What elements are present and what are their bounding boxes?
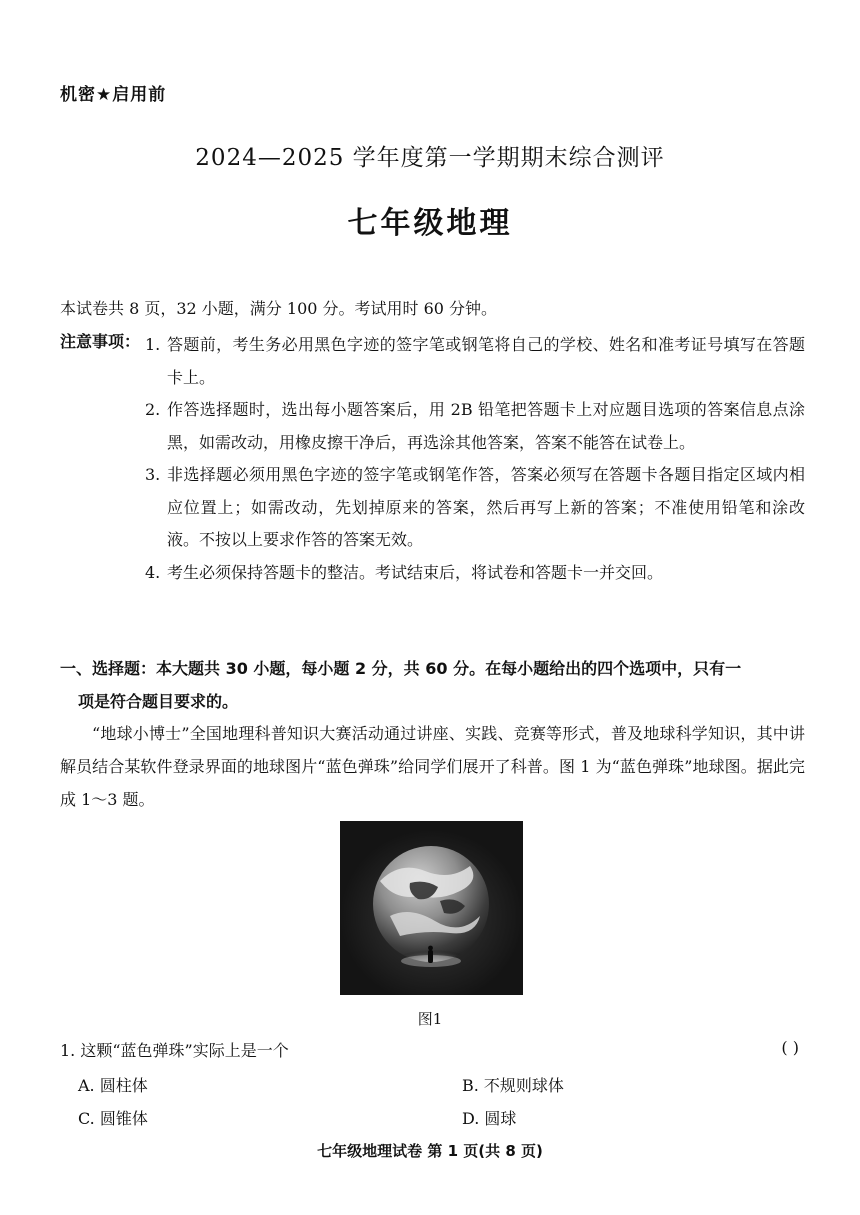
confidential-label: 机密★启用前 xyxy=(60,85,167,105)
note-item xyxy=(145,557,805,590)
option-c: C. 圆锥体 xyxy=(78,1109,148,1128)
answer-blank: ( ) xyxy=(781,1038,799,1057)
note-text: 答题前，考生务必用黑色字迹的签字笔或钢笔将自己的学校、姓名和准考证号填写在答题卡上。 xyxy=(167,335,805,387)
option-d: D. 圆球 xyxy=(462,1109,517,1128)
figure-caption: 图1 xyxy=(417,1010,443,1028)
option-a: A. 圆柱体 xyxy=(78,1076,148,1095)
earth-blue-marble-icon xyxy=(340,821,523,995)
note-number: 1. xyxy=(145,335,161,354)
option-b: B. 不规则球体 xyxy=(462,1076,564,1095)
note-number: 2. xyxy=(145,400,161,419)
section-header-line2: 项是符合题目要求的。 xyxy=(78,692,239,711)
question-1-stem: 1. 这颗“蓝色弹珠”实际上是一个 xyxy=(60,1041,289,1060)
earth-figure xyxy=(340,821,523,995)
notes-list xyxy=(145,329,805,589)
note-text: 考生必须保持答题卡的整洁。考试结束后，将试卷和答题卡一并交回。 xyxy=(167,562,664,582)
note-item xyxy=(145,394,805,459)
note-item xyxy=(145,329,805,394)
note-text: 作答选择题时，选出每小题答案后，用 2B 铅笔把答题卡上对应题目选项的答案信息点涂黑，如需改动，用橡皮擦干净后，再选涂其他答案，答案不能答在试卷上。 xyxy=(167,400,805,452)
page-footer: 七年级地理试卷 第 1 页(共 8 页) xyxy=(317,1142,543,1160)
note-text: 非选择题必须用黑色字迹的签字笔或钢笔作答，答案必须写在答题卡各题目指定区域内相应位置上；如需改动，先划掉原来的答案，然后再写上新的答案；不准使用铅笔和涂改液。不按以上要求作答的答案无效。 xyxy=(167,465,805,549)
subject-title: 七年级地理 xyxy=(347,206,513,241)
exam-intro: 本试卷共 8 页，32 小题，满分 100 分。考试用时 60 分钟。 xyxy=(60,299,498,318)
section-header xyxy=(60,652,805,718)
question-1 xyxy=(60,1038,805,1061)
section-header-line1: 一、选择题：本大题共 30 小题，每小题 2 分，共 60 分。在每小题给出的四个选项中，只有一 xyxy=(60,659,742,678)
question-passage: “地球小博士”全国地理科普知识大赛活动通过讲座、实践、竞赛等形式，普及地球科学知识，其中讲解员结合某软件登录界面的地球图片“蓝色弹珠”给同学们展开了科普。图 1 为“蓝色弹珠”地球图。据此完成 1～3 题。 xyxy=(60,724,805,809)
note-item xyxy=(145,459,805,557)
notes-label: 注意事项： xyxy=(60,332,141,351)
note-number: 3. xyxy=(145,465,161,484)
note-number: 4. xyxy=(145,562,161,582)
exam-title: 2024—2025 学年度第一学期期末综合测评 xyxy=(195,145,665,171)
